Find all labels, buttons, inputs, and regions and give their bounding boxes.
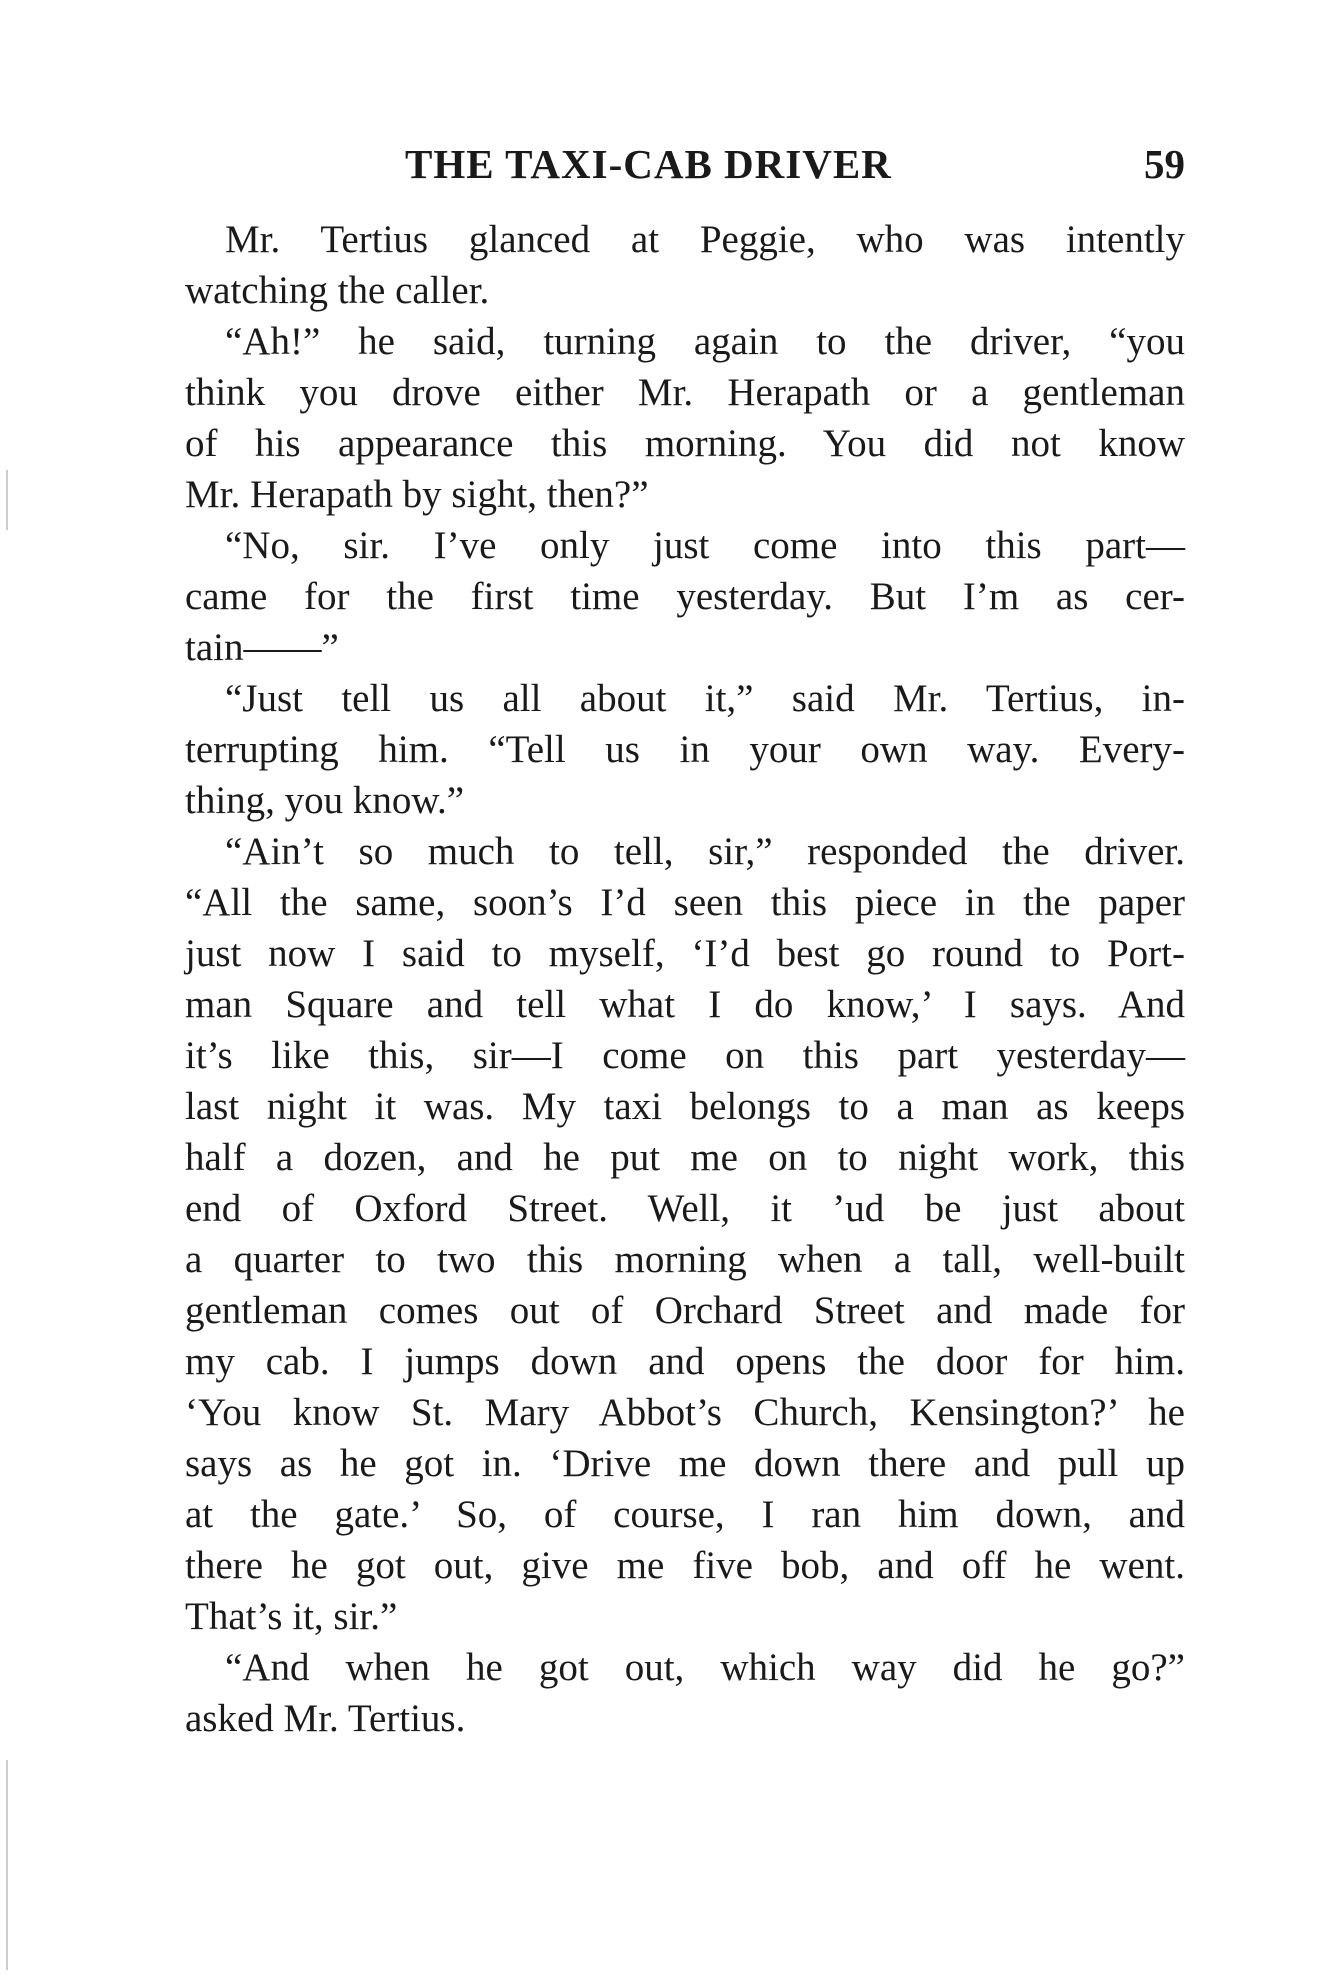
text-line: “Ah!” he said, turning again to the driver, “you: [225, 320, 1185, 363]
text-line: a quarter to two this morning when a tall, well-built: [185, 1238, 1185, 1281]
body-text: [185, 214, 1185, 1744]
running-head: [185, 140, 1185, 200]
page-number: 59: [1144, 141, 1185, 187]
text-line: gentleman comes out of Orchard Street and made for: [185, 1289, 1185, 1332]
text-line: asked Mr. Tertius.: [185, 1697, 466, 1740]
text-line: thing, you know.”: [185, 779, 465, 822]
text-line: it’s like this, sir—I come on this part yesterday—: [185, 1034, 1185, 1077]
text-line: “And when he got out, which way did he go?”: [225, 1646, 1185, 1689]
text-line: last night it was. My taxi belongs to a man as keeps: [185, 1085, 1185, 1128]
running-title: THE TAXI-CAB DRIVER: [405, 141, 892, 187]
text-line: “Ain’t so much to tell, sir,” responded the driver.: [225, 830, 1185, 873]
text-line: “Just tell us all about it,” said Mr. Tertius, in-: [225, 677, 1185, 720]
text-line: ‘You know St. Mary Abbot’s Church, Kensington?’ he: [185, 1391, 1185, 1434]
text-line: man Square and tell what I do know,’ I says. And: [185, 983, 1185, 1026]
text-line: “No, sir. I’ve only just come into this part—: [225, 524, 1185, 567]
text-line: tain——”: [185, 626, 339, 669]
text-line: terrupting him. “Tell us in your own way. Every-: [185, 728, 1185, 771]
text-line: Mr. Tertius glanced at Peggie, who was intently: [225, 218, 1185, 261]
text-line: That’s it, sir.”: [185, 1595, 398, 1638]
scan-edge-mark: [6, 1760, 8, 1970]
text-line: think you drove either Mr. Herapath or a gentleman: [185, 371, 1185, 414]
text-line: half a dozen, and he put me on to night work, this: [185, 1136, 1185, 1179]
text-line: “All the same, soon’s I’d seen this piece in the paper: [185, 881, 1185, 924]
text-line: watching the caller.: [185, 269, 490, 312]
text-line: says as he got in. ‘Drive me down there and pull up: [185, 1442, 1185, 1485]
text-line: just now I said to myself, ‘I’d best go round to Port-: [185, 932, 1185, 975]
text-line: of his appearance this morning. You did not know: [185, 422, 1185, 465]
scan-edge-mark: [6, 470, 8, 530]
text-line: there he got out, give me five bob, and off he went.: [185, 1544, 1185, 1587]
text-line: my cab. I jumps down and opens the door for him.: [185, 1340, 1185, 1383]
text-line: at the gate.’ So, of course, I ran him down, and: [185, 1493, 1185, 1536]
text-line: end of Oxford Street. Well, it ’ud be just about: [185, 1187, 1185, 1230]
text-line: came for the first time yesterday. But I’m as cer-: [185, 575, 1185, 618]
text-line: Mr. Herapath by sight, then?”: [185, 473, 649, 516]
